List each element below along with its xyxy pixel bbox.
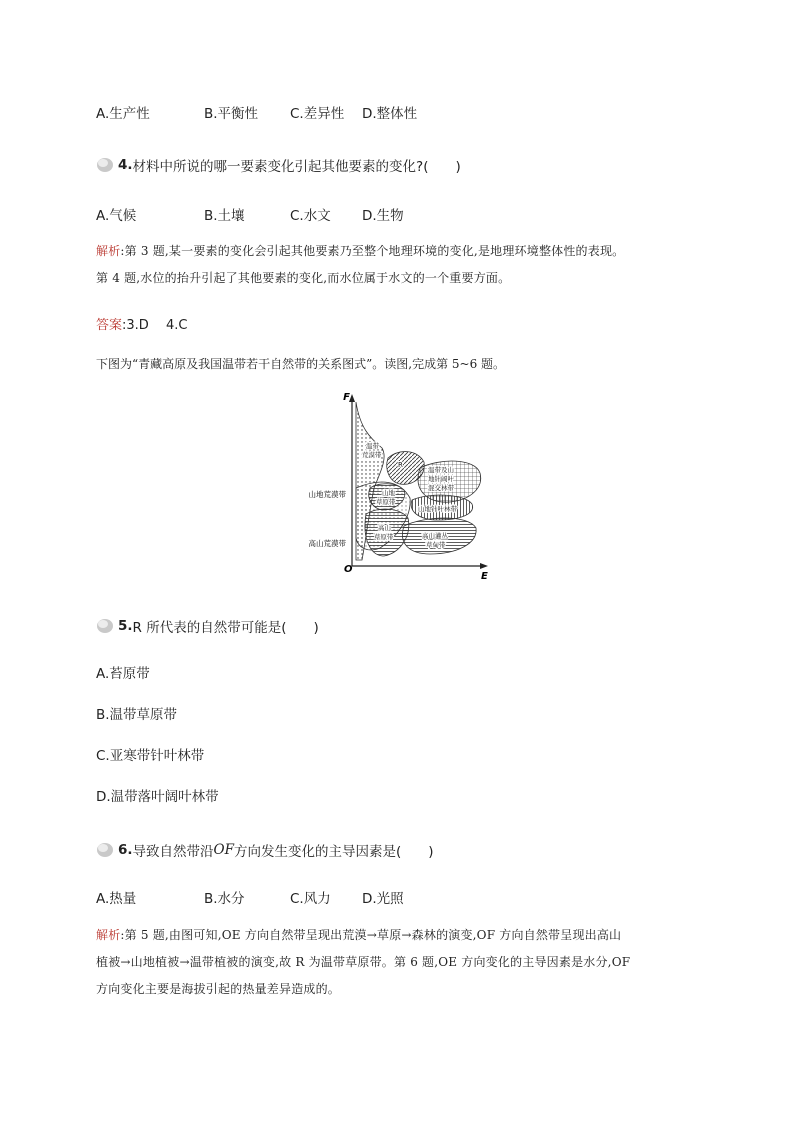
q4-option-a[interactable]: A.气候	[96, 208, 137, 224]
answer-text: :3.D 4.C	[122, 318, 188, 333]
q6-options	[96, 887, 404, 907]
label-temperate-desert: 温带	[366, 442, 379, 450]
question-5	[96, 616, 319, 636]
q3-option-b[interactable]: B.平衡性	[204, 106, 259, 122]
label-alpine-steppe: 草原带	[374, 533, 394, 541]
q5-option-c[interactable]: C.亚寒带针叶林带	[96, 748, 205, 764]
label-mountain-conifer: 山地针叶林带	[418, 505, 457, 513]
question-number: 6.	[118, 842, 133, 858]
q6-option-c[interactable]: C.风力	[290, 891, 331, 907]
question-6	[96, 840, 434, 860]
origin-label: O	[344, 564, 353, 575]
label-alpine-desert: 高山荒漠带	[308, 539, 346, 548]
explanation-line: 植被→山地植被→温带植被的演变,故 R 为温带草原带。第 6 题,OE 方向变化的主导因素是水分,OF	[96, 955, 631, 969]
question-text: 方向发生变化的主导因素是( )	[233, 844, 434, 860]
label-alpine-steppe: 高山	[378, 524, 391, 532]
q4-option-c[interactable]: C.水文	[290, 208, 331, 224]
label-mixed-forest: 温带及山	[428, 466, 454, 474]
q4-options	[96, 204, 404, 224]
explanation-line: 第 4 题,水位的抬升引起了其他要素的变化,而水位属于水文的一个重要方面。	[96, 271, 511, 285]
question-number: 4.	[118, 157, 133, 173]
explanation-label: 解析	[96, 928, 121, 942]
axis-f-label: F	[343, 392, 350, 403]
q5-option-a[interactable]: A.苔原带	[96, 666, 150, 682]
explanation-line: 方向变化主要是海拔引起的热量差异造成的。	[96, 982, 341, 996]
label-mixed-forest: 地针阔叶	[428, 475, 454, 483]
label-mountain-steppe: 草原带	[376, 498, 396, 506]
explanation-line: 解析:第 3 题,某一要素的变化会引起其他要素乃至整个地理环境的变化,是地理环境整体性的表现。	[96, 244, 625, 258]
q6-option-b[interactable]: B.水分	[204, 891, 245, 907]
axis-e-label: E	[481, 571, 488, 582]
q3-options	[96, 102, 417, 122]
question-marker-icon	[96, 157, 116, 173]
answer-3-4	[96, 314, 187, 333]
explanation-line: 解析:第 5 题,由图可知,OE 方向自然带呈现出荒漠→草原→森林的演变,OF 方向自然带呈现出高山	[96, 928, 622, 942]
question-text: 材料中所说的哪一要素变化引起其他要素的变化?( )	[132, 159, 461, 175]
question-text: R 所代表的自然带可能是( )	[132, 620, 319, 636]
q3-option-a[interactable]: A.生产性	[96, 106, 150, 122]
label-alpine-meadow: 高山灌丛	[422, 532, 448, 540]
figure-intro: 下图为“青藏高原及我国温带若干自然带的关系图式”。读图,完成第 5~6 题。	[96, 357, 506, 371]
label-temperate-desert: 荒漠带	[362, 451, 382, 459]
q3-option-d[interactable]: D.整体性	[362, 106, 418, 122]
q4-option-b[interactable]: B.土壤	[204, 208, 245, 224]
question-4	[96, 155, 461, 175]
label-r: R	[398, 461, 403, 469]
question-marker-icon	[96, 842, 116, 858]
q3-option-c[interactable]: C.差异性	[290, 106, 345, 122]
question-marker-icon	[96, 618, 116, 634]
question-text: 导致自然带沿	[132, 844, 214, 860]
q5-option-d[interactable]: D.温带落叶阔叶林带	[96, 789, 219, 805]
label-mountain-desert: 山地荒漠带	[308, 490, 346, 499]
q6-option-a[interactable]: A.热量	[96, 891, 137, 907]
label-mountain-steppe: 山地	[382, 489, 395, 497]
natural-zone-diagram	[300, 388, 500, 584]
question-direction: OF	[213, 842, 234, 858]
explanation-5-6	[96, 922, 706, 1003]
question-number: 5.	[118, 618, 133, 634]
q5-option-b[interactable]: B.温带草原带	[96, 707, 178, 723]
label-alpine-meadow: 草甸带	[426, 541, 446, 549]
explanation-label: 解析	[96, 244, 121, 258]
q6-option-d[interactable]: D.光照	[362, 891, 404, 907]
label-mixed-forest: 混交林带	[428, 484, 454, 492]
answer-label: 答案	[96, 318, 123, 333]
explanation-3-4	[96, 238, 706, 292]
q4-option-d[interactable]: D.生物	[362, 208, 404, 224]
